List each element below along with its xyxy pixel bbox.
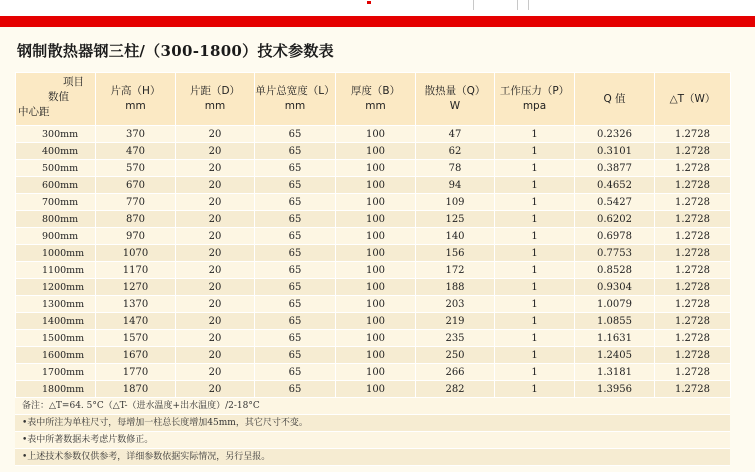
table-row bbox=[16, 381, 731, 398]
table-cell: 1.2728 bbox=[655, 279, 731, 296]
table-cell: 1.2728 bbox=[655, 245, 731, 262]
table-cell: 100 bbox=[336, 262, 416, 279]
row-center-distance: 300mm bbox=[16, 126, 96, 143]
table-cell: 1870 bbox=[96, 381, 176, 398]
table-cell: 0.9304 bbox=[575, 279, 655, 296]
note-item: •表中所注为单柱尺寸，每增加一柱总长度增加45mm，其它尺寸不变。 bbox=[15, 415, 730, 432]
table-row bbox=[16, 279, 731, 296]
table-cell: 100 bbox=[336, 245, 416, 262]
table-cell: 1170 bbox=[96, 262, 176, 279]
table-row bbox=[16, 228, 731, 245]
row-center-distance: 800mm bbox=[16, 211, 96, 228]
table-cell: 1 bbox=[495, 194, 575, 211]
header-cell-heat-output: 散热量（Q） W bbox=[416, 73, 495, 126]
table-cell: 65 bbox=[255, 177, 336, 194]
table-cell: 1 bbox=[495, 364, 575, 381]
row-center-distance: 1800mm bbox=[16, 381, 96, 398]
corner-label-center-distance: 中心距 bbox=[18, 106, 50, 118]
table-row bbox=[16, 143, 731, 160]
table-cell: 1270 bbox=[96, 279, 176, 296]
notes-section bbox=[15, 398, 730, 466]
header-cell-height: 片高（H） mm bbox=[96, 73, 176, 126]
table-row bbox=[16, 296, 731, 313]
table-cell: 100 bbox=[336, 296, 416, 313]
table-cell: 1 bbox=[495, 330, 575, 347]
table-cell: 1.2728 bbox=[655, 330, 731, 347]
table-cell: 0.7753 bbox=[575, 245, 655, 262]
table-cell: 65 bbox=[255, 211, 336, 228]
table-cell: 20 bbox=[176, 347, 255, 364]
table-cell: 1.2728 bbox=[655, 160, 731, 177]
table-cell: 65 bbox=[255, 330, 336, 347]
table-cell: 1.0855 bbox=[575, 313, 655, 330]
table-cell: 20 bbox=[176, 194, 255, 211]
table-cell: 100 bbox=[336, 177, 416, 194]
row-center-distance: 1700mm bbox=[16, 364, 96, 381]
table-cell: 65 bbox=[255, 347, 336, 364]
table-cell: 1 bbox=[495, 143, 575, 160]
table-cell: 100 bbox=[336, 381, 416, 398]
header-corner-cell bbox=[16, 73, 96, 126]
table-cell: 47 bbox=[416, 126, 495, 143]
header-cell-delta-t: △T（W） bbox=[655, 73, 731, 126]
spec-table bbox=[15, 72, 731, 398]
table-cell: 250 bbox=[416, 347, 495, 364]
header-cell-width: 单片总宽度（L） mm bbox=[255, 73, 336, 126]
table-cell: 140 bbox=[416, 228, 495, 245]
row-center-distance: 500mm bbox=[16, 160, 96, 177]
header-cell-thickness: 厚度（B） mm bbox=[336, 73, 416, 126]
table-cell: 0.3877 bbox=[575, 160, 655, 177]
row-center-distance: 1400mm bbox=[16, 313, 96, 330]
table-cell: 20 bbox=[176, 228, 255, 245]
table-cell: 1 bbox=[495, 262, 575, 279]
table-cell: 1 bbox=[495, 211, 575, 228]
table-cell: 1670 bbox=[96, 347, 176, 364]
table-cell: 20 bbox=[176, 211, 255, 228]
table-cell: 65 bbox=[255, 279, 336, 296]
table-row bbox=[16, 347, 731, 364]
table-cell: 1.2728 bbox=[655, 228, 731, 245]
table-cell: 20 bbox=[176, 381, 255, 398]
table-cell: 0.8528 bbox=[575, 262, 655, 279]
table-cell: 62 bbox=[416, 143, 495, 160]
row-center-distance: 400mm bbox=[16, 143, 96, 160]
table-cell: 65 bbox=[255, 381, 336, 398]
table-row bbox=[16, 245, 731, 262]
note-item: •上述技术参数仅供参考，详细参数依据实际情况，另行呈报。 bbox=[15, 449, 730, 466]
table-cell: 94 bbox=[416, 177, 495, 194]
table-row bbox=[16, 177, 731, 194]
table-cell: 1 bbox=[495, 160, 575, 177]
table-cell: 1.3181 bbox=[575, 364, 655, 381]
table-row bbox=[16, 313, 731, 330]
table-cell: 1070 bbox=[96, 245, 176, 262]
row-center-distance: 1300mm bbox=[16, 296, 96, 313]
divider bbox=[473, 0, 474, 10]
header-cell-pressure: 工作压力（P） mpa bbox=[495, 73, 575, 126]
divider bbox=[528, 0, 529, 10]
table-cell: 970 bbox=[96, 228, 176, 245]
table-cell: 570 bbox=[96, 160, 176, 177]
note-item: •表中所著数据未考虑片数修正。 bbox=[15, 432, 730, 449]
row-center-distance: 600mm bbox=[16, 177, 96, 194]
row-center-distance: 1500mm bbox=[16, 330, 96, 347]
table-cell: 156 bbox=[416, 245, 495, 262]
table-cell: 219 bbox=[416, 313, 495, 330]
table-cell: 65 bbox=[255, 364, 336, 381]
table-cell: 65 bbox=[255, 194, 336, 211]
table-cell: 20 bbox=[176, 296, 255, 313]
table-cell: 1 bbox=[495, 347, 575, 364]
table-cell: 100 bbox=[336, 313, 416, 330]
table-cell: 235 bbox=[416, 330, 495, 347]
table-cell: 65 bbox=[255, 143, 336, 160]
table-cell: 20 bbox=[176, 330, 255, 347]
table-row bbox=[16, 262, 731, 279]
table-cell: 1 bbox=[495, 313, 575, 330]
page-title: 钢制散热器钢三柱/（300-1800）技术参数表 bbox=[17, 42, 334, 60]
header-cell-q-value: Q 值 bbox=[575, 73, 655, 126]
header-row bbox=[16, 73, 731, 126]
table-row bbox=[16, 211, 731, 228]
table-cell: 266 bbox=[416, 364, 495, 381]
table-cell: 1.2728 bbox=[655, 126, 731, 143]
divider bbox=[517, 0, 518, 10]
table-cell: 1.2728 bbox=[655, 177, 731, 194]
table-cell: 1.3956 bbox=[575, 381, 655, 398]
table-cell: 0.6202 bbox=[575, 211, 655, 228]
table-cell: 470 bbox=[96, 143, 176, 160]
table-cell: 1.2728 bbox=[655, 262, 731, 279]
table-cell: 0.4652 bbox=[575, 177, 655, 194]
table-cell: 1.2728 bbox=[655, 313, 731, 330]
table-cell: 100 bbox=[336, 160, 416, 177]
header-cell-spacing: 片距（D） mm bbox=[176, 73, 255, 126]
table-row bbox=[16, 194, 731, 211]
table-cell: 20 bbox=[176, 262, 255, 279]
table-cell: 78 bbox=[416, 160, 495, 177]
table-cell: 1 bbox=[495, 228, 575, 245]
table-cell: 100 bbox=[336, 279, 416, 296]
table-cell: 1770 bbox=[96, 364, 176, 381]
table-cell: 0.6978 bbox=[575, 228, 655, 245]
red-marker bbox=[367, 1, 371, 4]
table-cell: 65 bbox=[255, 313, 336, 330]
row-center-distance: 900mm bbox=[16, 228, 96, 245]
table-cell: 109 bbox=[416, 194, 495, 211]
table-cell: 1.2728 bbox=[655, 296, 731, 313]
table-cell: 1.1631 bbox=[575, 330, 655, 347]
row-center-distance: 1600mm bbox=[16, 347, 96, 364]
table-row bbox=[16, 364, 731, 381]
remark-note: 备注：△T=64. 5°C（△T-（进水温度+出水温度）/2-18°C bbox=[15, 398, 730, 415]
table-cell: 0.5427 bbox=[575, 194, 655, 211]
table-cell: 20 bbox=[176, 160, 255, 177]
table-cell: 65 bbox=[255, 245, 336, 262]
table-cell: 65 bbox=[255, 228, 336, 245]
table-cell: 20 bbox=[176, 313, 255, 330]
table-cell: 20 bbox=[176, 245, 255, 262]
table-cell: 1370 bbox=[96, 296, 176, 313]
table-cell: 370 bbox=[96, 126, 176, 143]
table-cell: 100 bbox=[336, 347, 416, 364]
row-center-distance: 1100mm bbox=[16, 262, 96, 279]
table-cell: 100 bbox=[336, 330, 416, 347]
table-cell: 188 bbox=[416, 279, 495, 296]
table-cell: 65 bbox=[255, 296, 336, 313]
table-cell: 203 bbox=[416, 296, 495, 313]
red-banner bbox=[0, 16, 755, 27]
table-cell: 1 bbox=[495, 279, 575, 296]
corner-label-item: 项目 bbox=[63, 76, 84, 88]
table-cell: 770 bbox=[96, 194, 176, 211]
row-center-distance: 1200mm bbox=[16, 279, 96, 296]
table-cell: 282 bbox=[416, 381, 495, 398]
table-cell: 100 bbox=[336, 364, 416, 381]
table-cell: 100 bbox=[336, 126, 416, 143]
table-cell: 20 bbox=[176, 364, 255, 381]
table-cell: 172 bbox=[416, 262, 495, 279]
table-cell: 1.2728 bbox=[655, 347, 731, 364]
table-cell: 1 bbox=[495, 381, 575, 398]
table-cell: 0.2326 bbox=[575, 126, 655, 143]
row-center-distance: 700mm bbox=[16, 194, 96, 211]
table-cell: 670 bbox=[96, 177, 176, 194]
table-cell: 1.2728 bbox=[655, 143, 731, 160]
table-cell: 20 bbox=[176, 126, 255, 143]
table-row bbox=[16, 330, 731, 347]
table-cell: 1 bbox=[495, 296, 575, 313]
table-cell: 1 bbox=[495, 126, 575, 143]
table-cell: 1.2728 bbox=[655, 194, 731, 211]
top-strip bbox=[0, 0, 755, 16]
table-row bbox=[16, 160, 731, 177]
table-row bbox=[16, 126, 731, 143]
table-cell: 20 bbox=[176, 143, 255, 160]
table-cell: 1.2405 bbox=[575, 347, 655, 364]
table-cell: 20 bbox=[176, 279, 255, 296]
table-cell: 65 bbox=[255, 126, 336, 143]
table-cell: 0.3101 bbox=[575, 143, 655, 160]
table-cell: 65 bbox=[255, 262, 336, 279]
table-cell: 1.0079 bbox=[575, 296, 655, 313]
table-cell: 1570 bbox=[96, 330, 176, 347]
row-center-distance: 1000mm bbox=[16, 245, 96, 262]
table-cell: 100 bbox=[336, 211, 416, 228]
table-cell: 1.2728 bbox=[655, 364, 731, 381]
table-cell: 100 bbox=[336, 228, 416, 245]
table-cell: 100 bbox=[336, 194, 416, 211]
table-body bbox=[16, 126, 731, 398]
table-cell: 20 bbox=[176, 177, 255, 194]
table-cell: 1 bbox=[495, 245, 575, 262]
table-cell: 1.2728 bbox=[655, 211, 731, 228]
table-cell: 1.2728 bbox=[655, 381, 731, 398]
table-cell: 65 bbox=[255, 160, 336, 177]
corner-label-value: 数值 bbox=[48, 91, 69, 103]
table-cell: 1470 bbox=[96, 313, 176, 330]
table-cell: 125 bbox=[416, 211, 495, 228]
table-cell: 870 bbox=[96, 211, 176, 228]
table-cell: 1 bbox=[495, 177, 575, 194]
table-cell: 100 bbox=[336, 143, 416, 160]
